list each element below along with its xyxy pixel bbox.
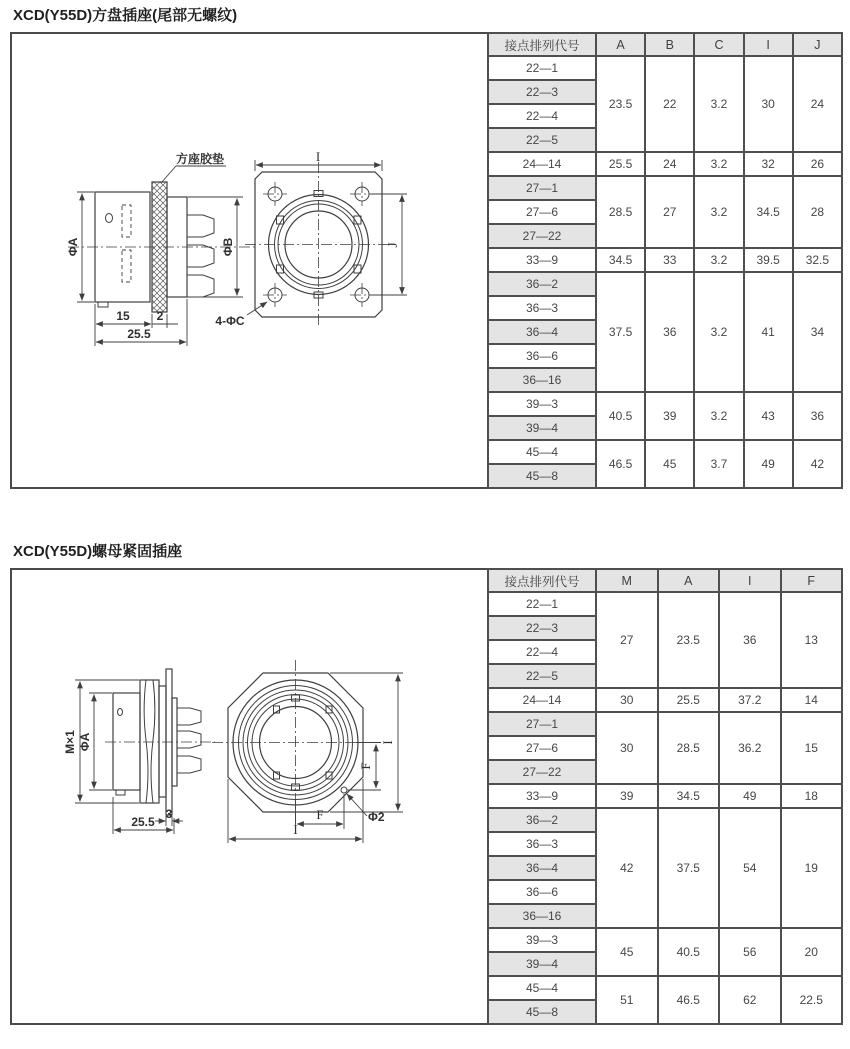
row-label-cell: 27—22 [488, 760, 596, 784]
dim-label-phi-a: ΦA [78, 732, 92, 752]
table-row [488, 928, 842, 952]
value-cell: 45 [645, 440, 694, 488]
column-header: M [596, 569, 658, 592]
value-cell: 51 [596, 976, 658, 1024]
row-label-cell: 22—4 [488, 104, 596, 128]
value-cell: 23.5 [658, 592, 720, 688]
value-cell: 27 [645, 176, 694, 248]
value-cell: 34.5 [596, 248, 645, 272]
value-cell: 24 [793, 56, 842, 152]
dim-label-4-phi-c: 4-ΦC [215, 314, 245, 328]
value-cell: 15 [781, 712, 843, 784]
section2-drawing [10, 568, 487, 1025]
row-label-cell: 27—6 [488, 736, 596, 760]
value-cell: 24 [645, 152, 694, 176]
dim-label-i-bottom: I [293, 822, 298, 837]
column-header-code: 接点排列代号 [488, 569, 596, 592]
value-cell: 23.5 [596, 56, 645, 152]
row-label-cell: 36—2 [488, 808, 596, 832]
value-cell: 3.7 [694, 440, 743, 488]
row-label-cell: 36—6 [488, 344, 596, 368]
row-label-cell: 39—3 [488, 928, 596, 952]
dim-label-f-bottom: F [316, 807, 324, 822]
row-label-cell: 22—3 [488, 616, 596, 640]
value-cell: 56 [719, 928, 781, 976]
table-row [488, 392, 842, 416]
value-cell: 28.5 [658, 712, 720, 784]
phi2-hole [341, 787, 347, 793]
dim-label-f-right: F [358, 762, 373, 770]
dim-label-15: 15 [116, 309, 130, 323]
value-cell: 20 [781, 928, 843, 976]
column-header: C [694, 33, 743, 56]
section1-drawing [10, 32, 487, 489]
row-label-cell: 36—2 [488, 272, 596, 296]
value-cell: 34.5 [658, 784, 720, 808]
table-header-row [488, 33, 842, 56]
value-cell: 28 [793, 176, 842, 248]
row-label-cell: 27—1 [488, 712, 596, 736]
row-label-cell: 22—5 [488, 128, 596, 152]
value-cell: 3.2 [694, 176, 743, 248]
value-cell: 36.2 [719, 712, 781, 784]
table-row [488, 712, 842, 736]
dim-label-phi-2: Φ2 [368, 810, 385, 824]
row-label-cell: 39—4 [488, 416, 596, 440]
value-cell: 3.2 [694, 392, 743, 440]
row-label-cell: 36—6 [488, 880, 596, 904]
table-row [488, 808, 842, 832]
value-cell: 43 [744, 392, 793, 440]
table-header-row [488, 569, 842, 592]
value-cell: 3.2 [694, 152, 743, 176]
value-cell: 3.2 [694, 272, 743, 392]
row-label-cell: 45—4 [488, 440, 596, 464]
table-row [488, 176, 842, 200]
dim-label-m-thread: M×1 [63, 730, 77, 754]
value-cell: 36 [645, 272, 694, 392]
row-label-cell: 45—8 [488, 464, 596, 488]
section1-title: XCD(Y55D)方盘插座(尾部无螺纹) [13, 7, 238, 24]
row-label-cell: 36—3 [488, 832, 596, 856]
row-label-cell: 45—4 [488, 976, 596, 1000]
column-header: F [781, 569, 843, 592]
value-cell: 33 [645, 248, 694, 272]
column-header: B [645, 33, 694, 56]
value-cell: 19 [781, 808, 843, 928]
table-row [488, 440, 842, 464]
value-cell: 30 [596, 688, 658, 712]
row-label-cell: 22—4 [488, 640, 596, 664]
row-label-cell: 36—4 [488, 320, 596, 344]
section1-dimension-table [487, 32, 843, 489]
row-label-cell: 22—1 [488, 56, 596, 80]
value-cell: 62 [719, 976, 781, 1024]
table-row [488, 56, 842, 80]
dim-label-i: I [315, 149, 321, 164]
row-label-cell: 39—3 [488, 392, 596, 416]
row-label-cell: 27—6 [488, 200, 596, 224]
value-cell: 54 [719, 808, 781, 928]
dim-label-2: 2 [156, 309, 164, 323]
value-cell: 45 [596, 928, 658, 976]
row-label-cell: 36—16 [488, 368, 596, 392]
row-label-cell: 36—4 [488, 856, 596, 880]
dim-label-phi-a: ΦA [66, 237, 80, 257]
column-header: J [793, 33, 842, 56]
gasket-label: 方座胶垫 [176, 152, 225, 166]
row-label-cell: 33—9 [488, 248, 596, 272]
value-cell: 42 [793, 440, 842, 488]
table-row [488, 976, 842, 1000]
value-cell: 25.5 [596, 152, 645, 176]
value-cell: 37.5 [658, 808, 720, 928]
table-row [488, 592, 842, 616]
dim-label-25-5: 25.5 [127, 327, 151, 341]
dim-label-j: J [385, 242, 400, 248]
row-label-cell: 39—4 [488, 952, 596, 976]
value-cell: 49 [719, 784, 781, 808]
value-cell: 37.5 [596, 272, 645, 392]
column-header: I [744, 33, 793, 56]
table-row [488, 688, 842, 712]
value-cell: 34 [793, 272, 842, 392]
section2-dimension-table [487, 568, 843, 1025]
value-cell: 37.2 [719, 688, 781, 712]
row-label-cell: 33—9 [488, 784, 596, 808]
dim-label-i-right: I [380, 740, 395, 745]
value-cell: 32.5 [793, 248, 842, 272]
row-label-cell: 36—16 [488, 904, 596, 928]
value-cell: 28.5 [596, 176, 645, 248]
row-label-cell: 45—8 [488, 1000, 596, 1024]
row-label-cell: 27—1 [488, 176, 596, 200]
value-cell: 30 [744, 56, 793, 152]
row-label-cell: 22—1 [488, 592, 596, 616]
value-cell: 36 [793, 392, 842, 440]
row-label-cell: 22—5 [488, 664, 596, 688]
value-cell: 36 [719, 592, 781, 688]
value-cell: 27 [596, 592, 658, 688]
table-row [488, 248, 842, 272]
value-cell: 39 [596, 784, 658, 808]
column-header-code: 接点排列代号 [488, 33, 596, 56]
row-label-cell: 24—14 [488, 688, 596, 712]
value-cell: 34.5 [744, 176, 793, 248]
value-cell: 25.5 [658, 688, 720, 712]
value-cell: 13 [781, 592, 843, 688]
value-cell: 39.5 [744, 248, 793, 272]
row-label-cell: 27—22 [488, 224, 596, 248]
value-cell: 41 [744, 272, 793, 392]
column-header: A [596, 33, 645, 56]
value-cell: 46.5 [658, 976, 720, 1024]
value-cell: 22.5 [781, 976, 843, 1024]
value-cell: 39 [645, 392, 694, 440]
value-cell: 32 [744, 152, 793, 176]
row-label-cell: 22—3 [488, 80, 596, 104]
table-row [488, 784, 842, 808]
table-row [488, 272, 842, 296]
column-header: I [719, 569, 781, 592]
value-cell: 46.5 [596, 440, 645, 488]
row-label-cell: 36—3 [488, 296, 596, 320]
value-cell: 26 [793, 152, 842, 176]
value-cell: 42 [596, 808, 658, 928]
dim-label-3: 3 [165, 807, 173, 821]
value-cell: 22 [645, 56, 694, 152]
table-row [488, 152, 842, 176]
value-cell: 40.5 [658, 928, 720, 976]
dim-label-25-5: 25.5 [131, 815, 155, 829]
dim-label-phi-b: ΦB [221, 237, 235, 257]
value-cell: 40.5 [596, 392, 645, 440]
value-cell: 14 [781, 688, 843, 712]
section2-title: XCD(Y55D)螺母紧固插座 [13, 543, 183, 560]
value-cell: 3.2 [694, 56, 743, 152]
value-cell: 49 [744, 440, 793, 488]
value-cell: 18 [781, 784, 843, 808]
column-header: A [658, 569, 720, 592]
value-cell: 3.2 [694, 248, 743, 272]
row-label-cell: 24—14 [488, 152, 596, 176]
value-cell: 30 [596, 712, 658, 784]
